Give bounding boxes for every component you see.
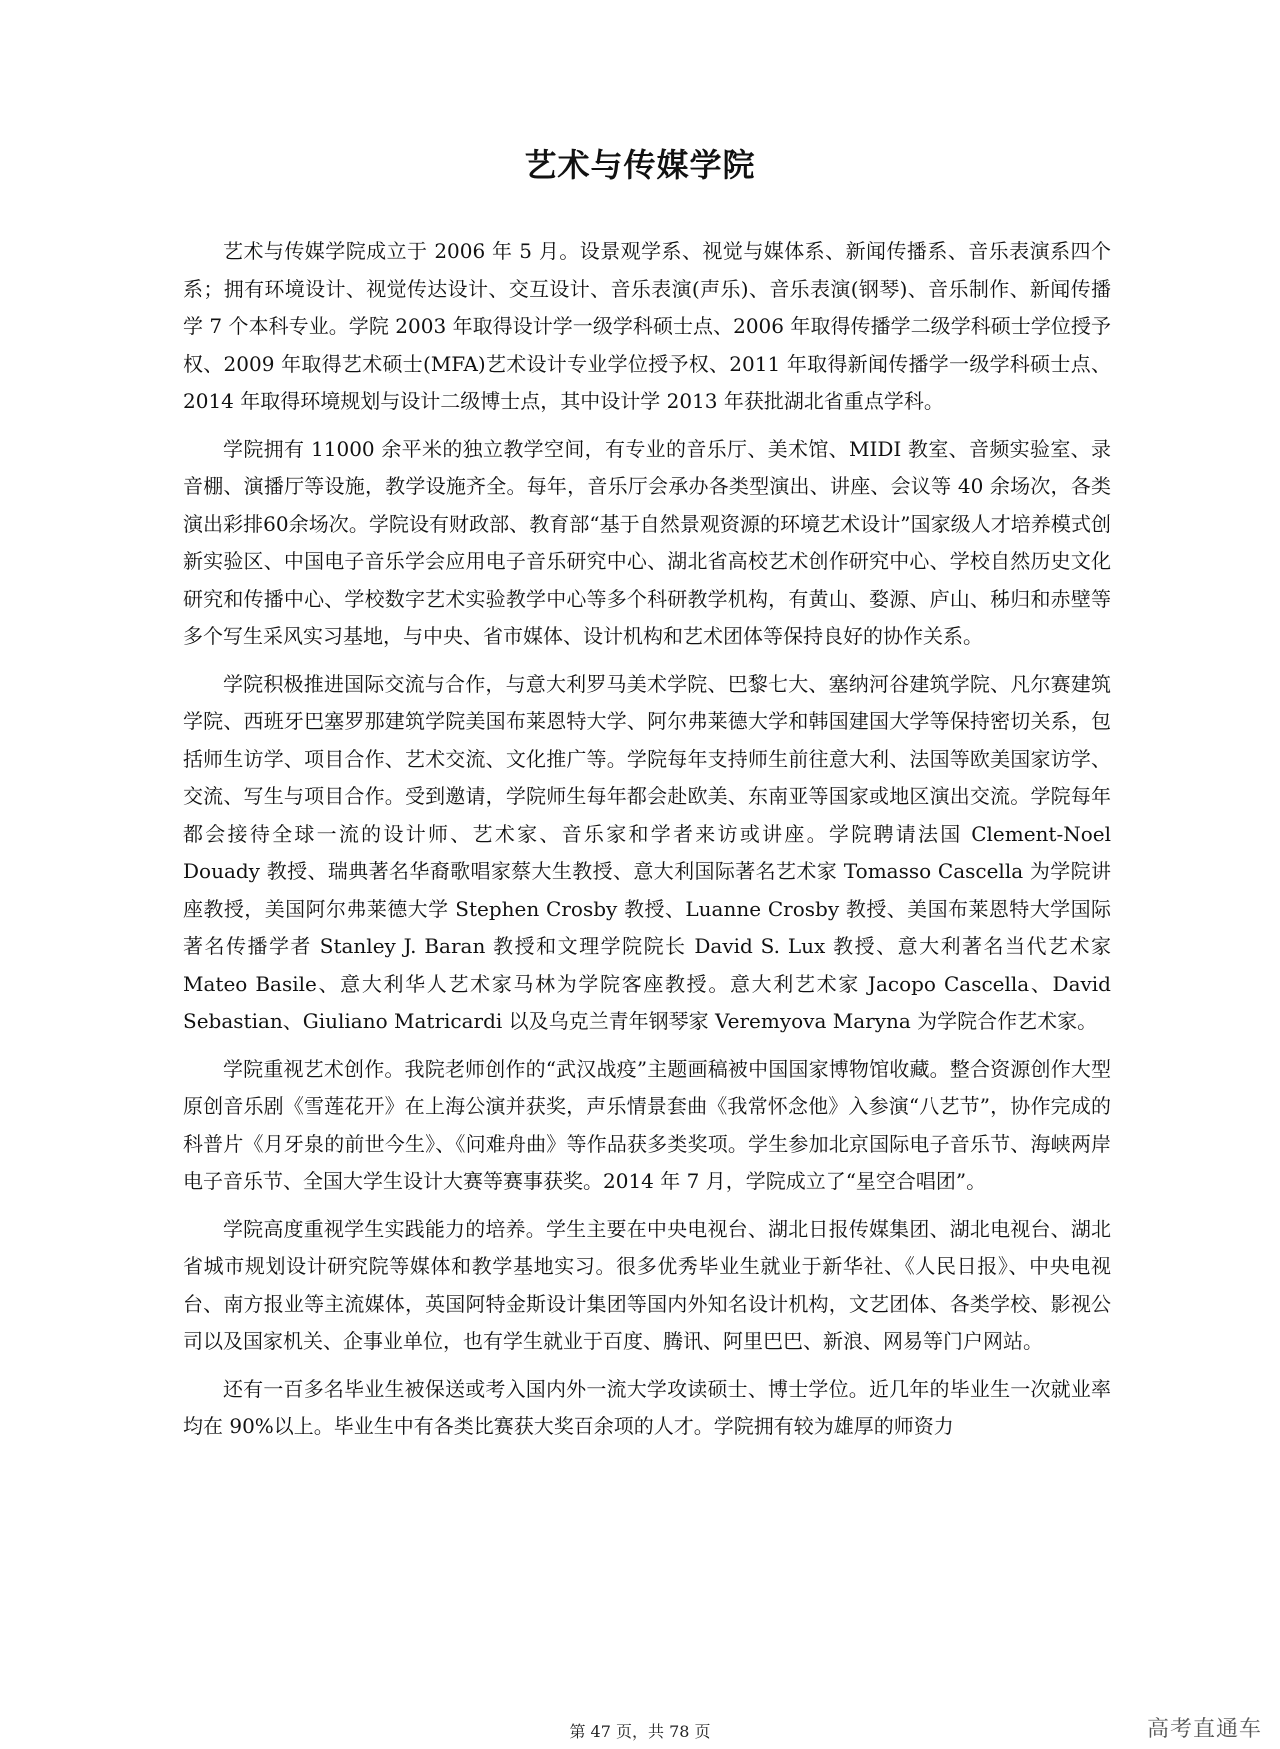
- paragraph-6: 还有一百多名毕业生被保送或考入国内外一流大学攻读硕士、博士学位。近几年的毕业生一次就业率均在 90%以上。毕业生中有各类比赛获大奖百余项的人才。学院拥有较为雄厚的师资力: [183, 1376, 1111, 1438]
- paragraph-3: 学院积极推进国际交流与合作，与意大利罗马美术学院、巴黎七大、塞纳河谷建筑学院、凡尔赛建筑学院、西班牙巴塞罗那建筑学院美国布莱恩特大学、阿尔弗莱德大学和韩国建国大学等保持密切关系，包括师生访学、项目合作、艺术交流、文化推广等。学院每年支持师生前往意大利、法国等欧美国家访学、交流、写生与项目合作。受到邀请，学院师生每年都会赴欧美、东南亚等国家或地区演出交流。学院每年都会接待全球一流的设计师、艺术家、音乐家和学者来访或讲座。学院聘请法国 Clement-Noel Douady 教授、瑞典著名华裔歌唱家蔡大生教授、意大利国际著名艺术家 Tomasso Cascella 为学院讲座教授，美国阿尔弗莱德大学 Stephen Crosby 教授、Luanne Crosby 教授、美国布莱恩特大学国际著名传播学者 Stanley J. Baran 教授和文理学院院长 David S. Lux 教授、意大利著名当代艺术家 Mateo Basile、意大利华人艺术家马林为学院客座教授。意大利艺术家 Jacopo Cascella、David Sebastian、Giuliano Matricardi 以及乌克兰青年钢琴家 Veremyova Maryna 为学院合作艺术家。: [183, 671, 1111, 1033]
- paragraph-2: 学院拥有 11000 余平米的独立教学空间，有专业的音乐厅、美术馆、MIDI 教室、音频实验室、录音棚、演播厅等设施，教学设施齐全。每年，音乐厅会承办各类型演出、讲座、会议等 40 余场次，各类演出彩排60余场次。学院设有财政部、教育部“基于自然景观资源的环境艺术设计”国家级人才培养模式创新实验区、中国电子音乐学会应用电子音乐研究中心、湖北省高校艺术创作研究中心、学校自然历史文化研究和传播中心、学校数字艺术实验教学中心等多个科研教学机构，有黄山、婺源、庐山、秭归和赤壁等多个写生采风实习基地，与中央、省市媒体、设计机构和艺术团体等保持良好的协作关系。: [183, 436, 1111, 648]
- watermark: 高考直通车: [1146, 1717, 1262, 1742]
- page-number-footer: 第 47 页，共 78 页: [569, 1722, 711, 1741]
- page-title: 艺术与传媒学院: [524, 146, 756, 184]
- paragraph-5: 学院高度重视学生实践能力的培养。学生主要在中央电视台、湖北日报传媒集团、湖北电视台、湖北省城市规划设计研究院等媒体和教学基地实习。很多优秀毕业生就业于新华社、《人民日报》、中央电视台、南方报业等主流媒体，英国阿特金斯设计集团等国内外知名设计机构，文艺团体、各类学校、影视公司以及国家机关、企事业单位，也有学生就业于百度、腾讯、阿里巴巴、新浪、网易等门户网站。: [183, 1216, 1111, 1353]
- paragraph-4: 学院重视艺术创作。我院老师创作的“武汉战疫”主题画稿被中国国家博物馆收藏。整合资源创作大型原创音乐剧《雪莲花开》在上海公演并获奖，声乐情景套曲《我常怀念他》入参演“八艺节”，协作完成的科普片《月牙泉的前世今生》、《问难舟曲》等作品获多类奖项。学生参加北京国际电子音乐节、海峡两岸电子音乐节、全国大学生设计大赛等赛事获奖。2014 年 7 月，学院成立了“星空合唱团”。: [183, 1056, 1111, 1193]
- paragraph-1: 艺术与传媒学院成立于 2006 年 5 月。设景观学系、视觉与媒体系、新闻传播系、音乐表演系四个系；拥有环境设计、视觉传达设计、交互设计、音乐表演(声乐)、音乐表演(钢琴)、音乐制作、新闻传播学 7 个本科专业。学院 2003 年取得设计学一级学科硕士点、2006 年取得传播学二级学科硕士学位授予权、2009 年取得艺术硕士(MFA)艺术设计专业学位授予权、2011 年取得新闻传播学一级学科硕士点、2014 年取得环境规划与设计二级博士点，其中设计学 2013 年获批湖北省重点学科。: [183, 239, 1111, 413]
- body-text: [183, 233, 1111, 1456]
